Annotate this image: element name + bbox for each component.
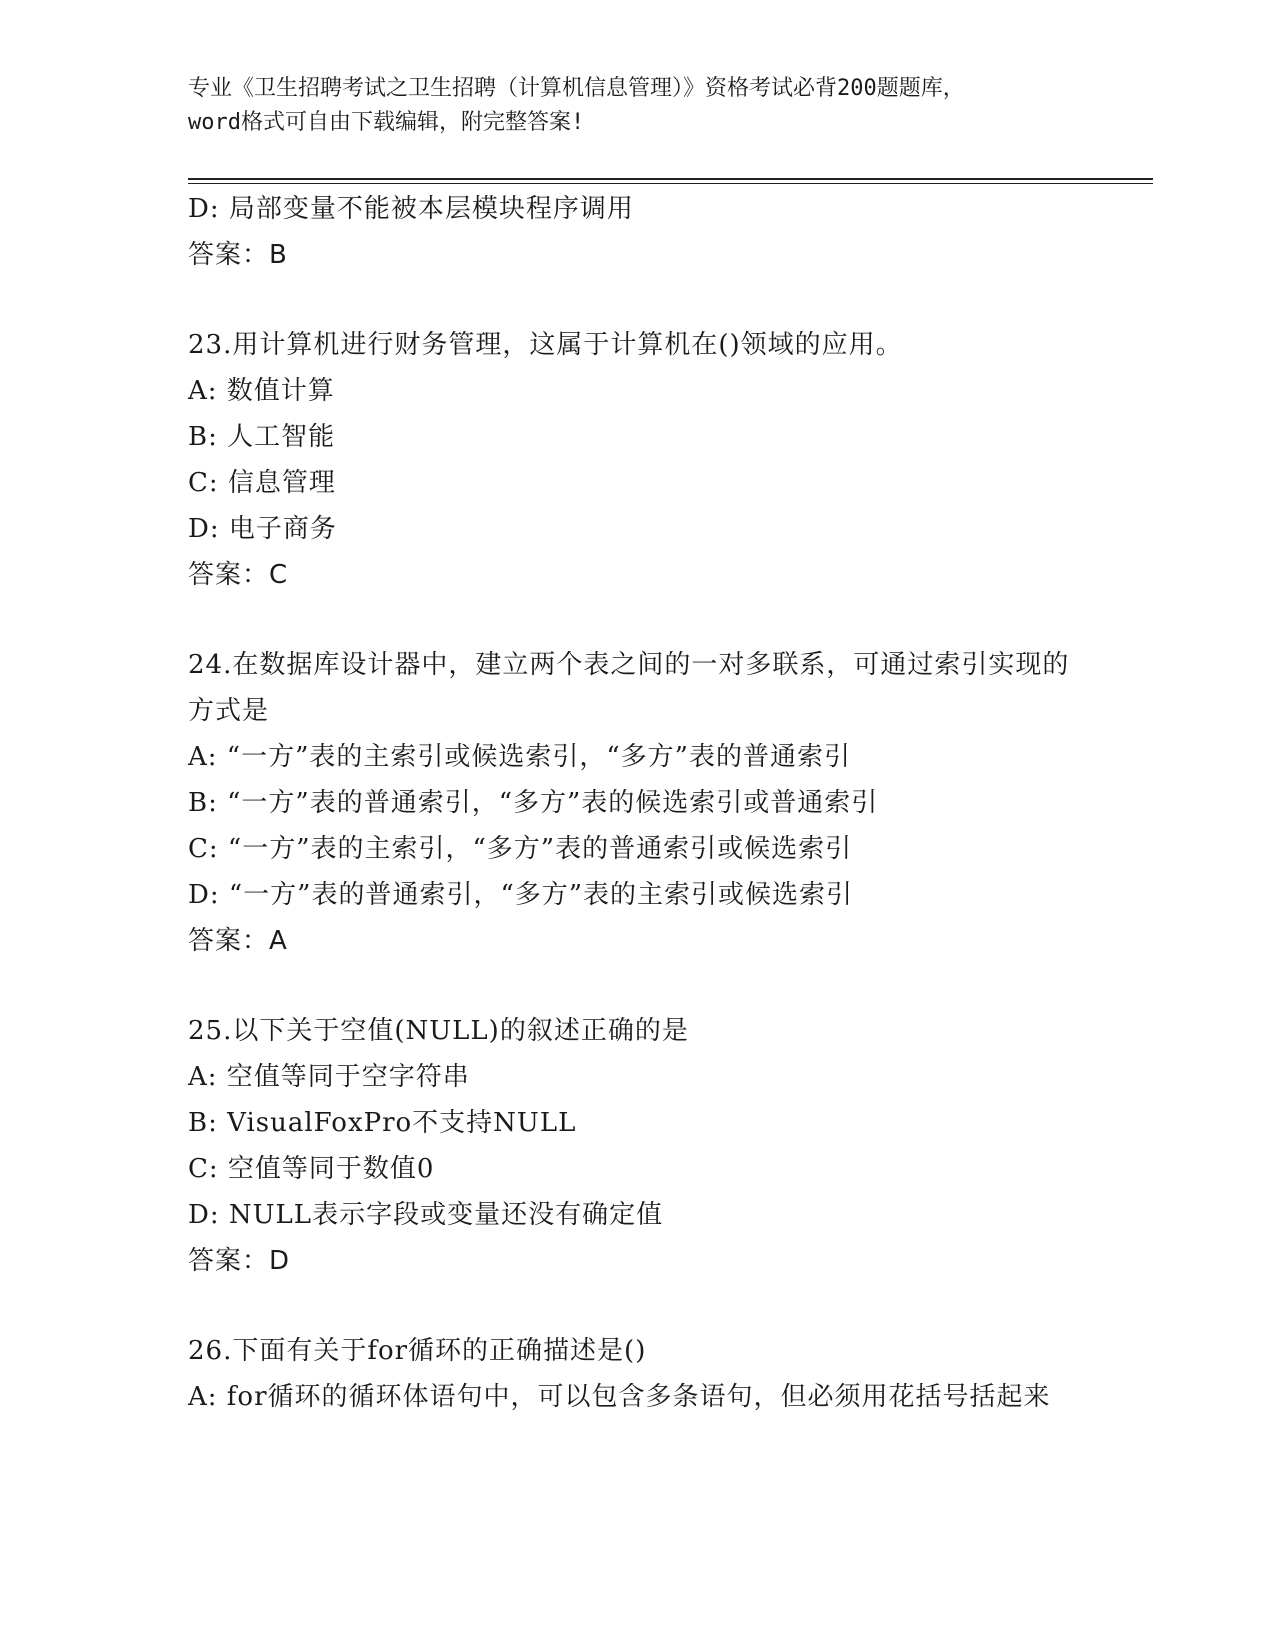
q25-answer: 答案：D [188, 1246, 291, 1276]
q24-option-d: D: “一方”表的普通索引，“多方”表的主索引或候选索引 [188, 880, 854, 910]
question-content [188, 186, 1088, 1420]
q25-stem: 25.以下关于空值(NULL)的叙述正确的是 [188, 1016, 689, 1046]
q24-stem: 24.在数据库设计器中，建立两个表之间的一对多联系，可通过索引实现的方式是 [188, 650, 1070, 726]
document-header [188, 72, 1088, 140]
q23-option-c: C: 信息管理 [188, 468, 336, 498]
q24-option-c: C: “一方”表的主索引，“多方”表的普通索引或候选索引 [188, 834, 853, 864]
q22-answer: 答案：B [188, 240, 288, 270]
question-26 [188, 1328, 1088, 1420]
q24-option-a: A: “一方”表的主索引或候选索引，“多方”表的普通索引 [188, 742, 851, 772]
q25-option-d: D: NULL表示字段或变量还没有确定值 [188, 1200, 664, 1230]
q23-option-b: B: 人工智能 [188, 422, 336, 452]
header-line-2: word格式可自由下载编辑，附完整答案! [188, 110, 585, 135]
q25-option-b: B: VisualFoxPro不支持NULL [188, 1108, 577, 1138]
q23-option-a: A: 数值计算 [188, 376, 335, 406]
question-25 [188, 1008, 1088, 1284]
question-23 [188, 322, 1088, 598]
header-divider-thin [188, 183, 1153, 184]
q26-option-a: A: for循环的循环体语句中，可以包含多条语句，但必须用花括号括起来 [188, 1382, 1051, 1412]
q25-option-a: A: 空值等同于空字符串 [188, 1062, 470, 1092]
header-divider-thick [188, 178, 1153, 180]
q22-option-d: D: 局部变量不能被本层模块程序调用 [188, 194, 634, 224]
q26-stem: 26.下面有关于for循环的正确描述是() [188, 1336, 647, 1366]
q23-stem: 23.用计算机进行财务管理，这属于计算机在()领域的应用。 [188, 330, 903, 360]
q24-option-b: B: “一方”表的普通索引，“多方”表的候选索引或普通索引 [188, 788, 879, 818]
header-line-1: 专业《卫生招聘考试之卫生招聘（计算机信息管理）》资格考试必背200题题库， [188, 76, 965, 101]
q23-option-d: D: 电子商务 [188, 514, 337, 544]
q23-answer: 答案：C [188, 560, 289, 590]
question-24 [188, 642, 1088, 964]
q24-answer: 答案：A [188, 926, 288, 956]
q25-option-c: C: 空值等同于数值0 [188, 1154, 435, 1184]
question-22-tail [188, 186, 1088, 278]
